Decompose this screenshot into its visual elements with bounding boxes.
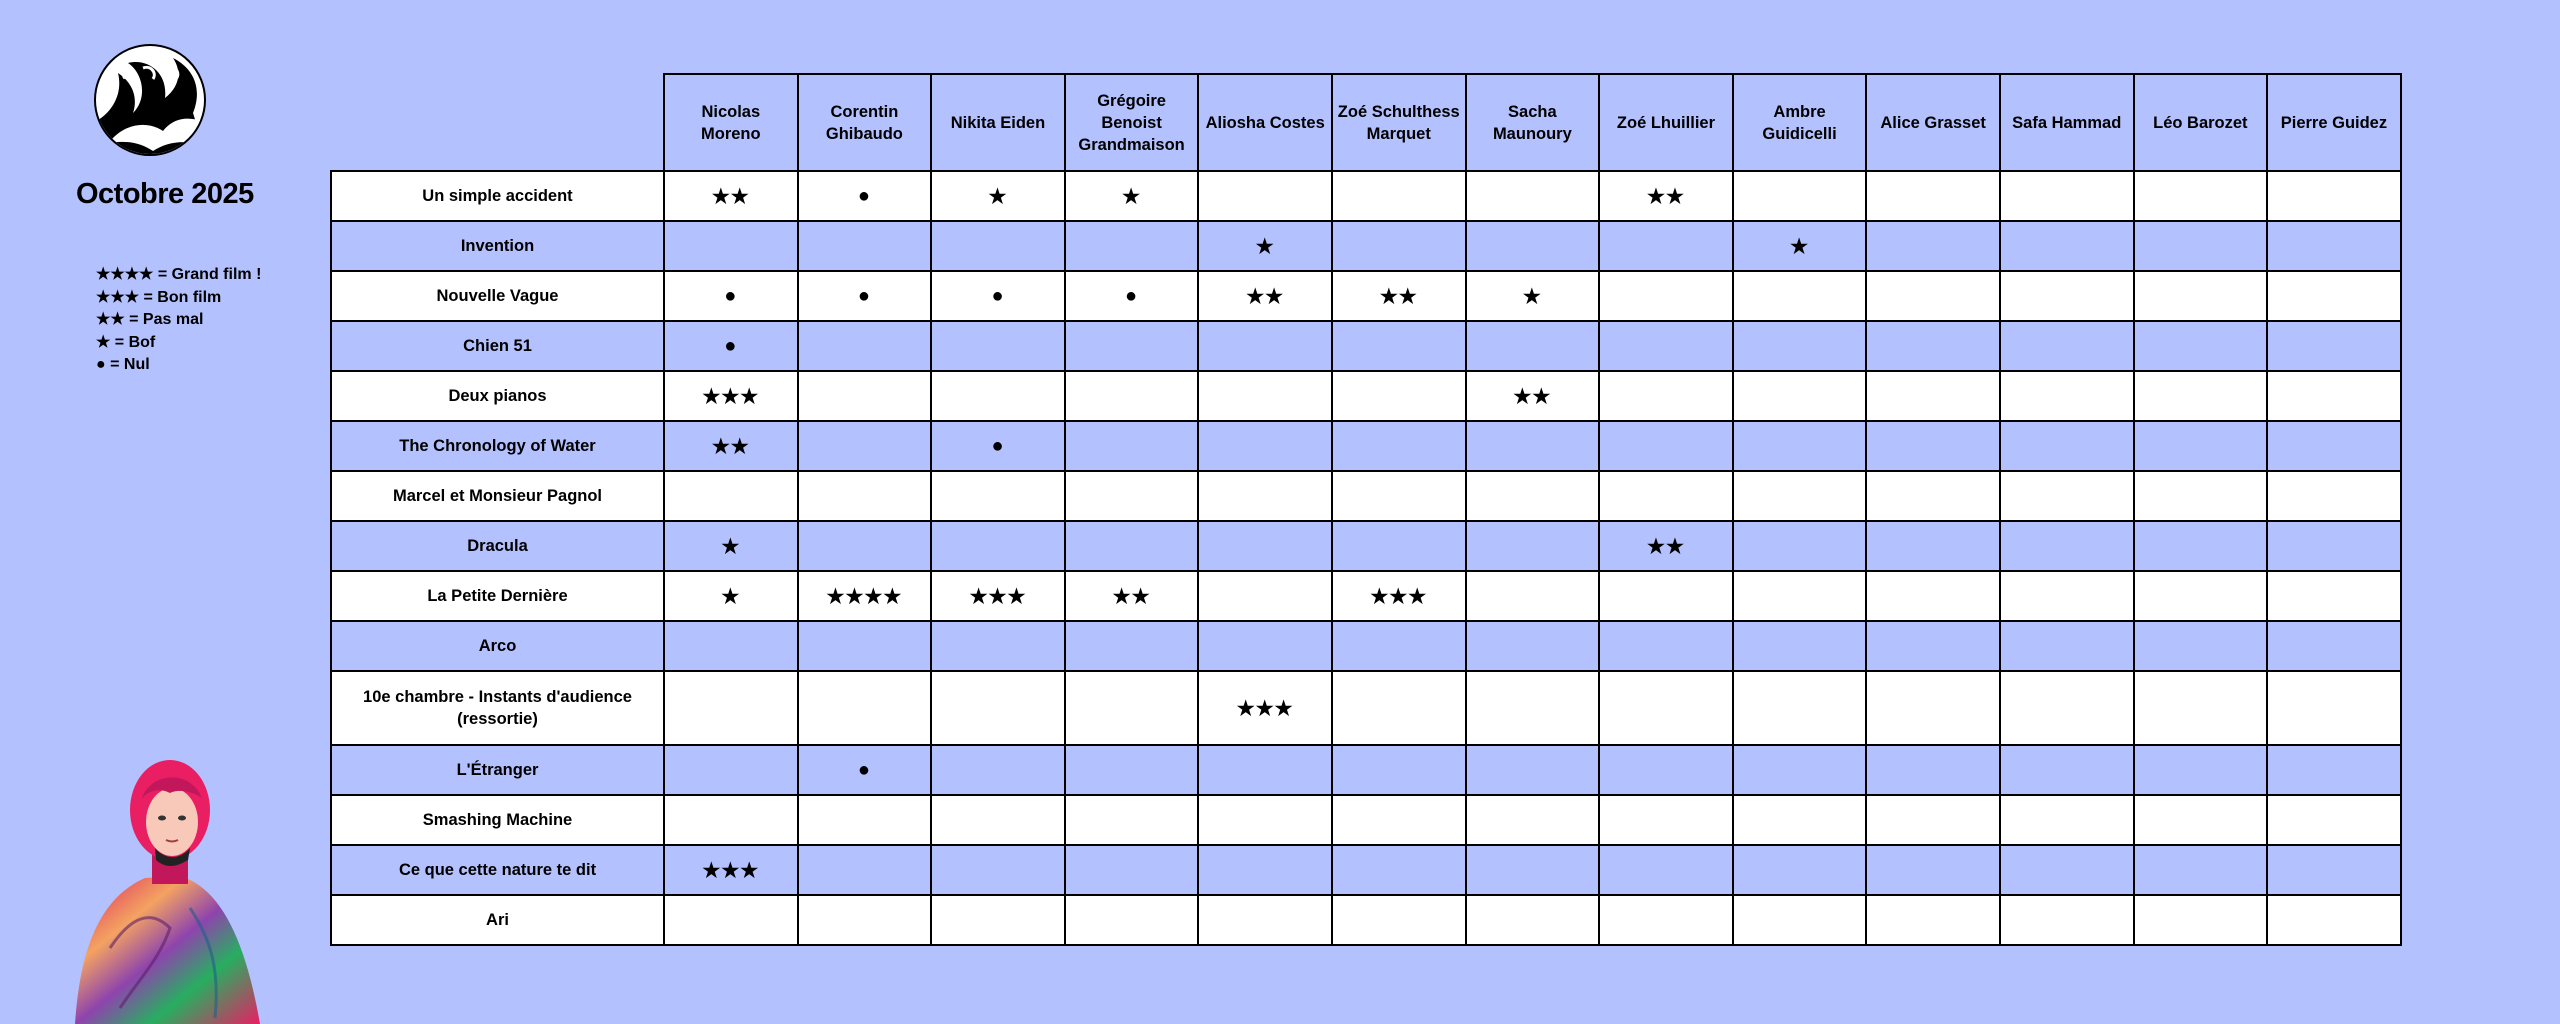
rating-cell <box>664 671 798 745</box>
legend-item <box>96 332 261 355</box>
rating-cell <box>1733 621 1867 671</box>
film-title: Marcel et Monsieur Pagnol <box>331 471 664 521</box>
rating-cell <box>1733 795 1867 845</box>
table-row <box>331 671 2401 745</box>
rating-cell <box>1332 371 1466 421</box>
film-title: Nouvelle Vague <box>331 271 664 321</box>
ratings-table <box>330 73 2402 946</box>
rating-cell <box>2267 621 2401 671</box>
rating-cell <box>2000 745 2134 795</box>
rating-cell <box>664 895 798 945</box>
rating-cell <box>798 895 932 945</box>
rating-cell <box>664 471 798 521</box>
rating-cell <box>2267 795 2401 845</box>
rating-cell <box>664 795 798 845</box>
rating-cell <box>1866 321 2000 371</box>
rating-cell <box>1198 471 1332 521</box>
rating-cell <box>2267 321 2401 371</box>
rating-cell <box>1866 621 2000 671</box>
rating-cell <box>931 321 1065 371</box>
rating-cell <box>1599 271 1733 321</box>
rating-cell <box>1733 671 1867 745</box>
rating-cell <box>1466 171 1600 221</box>
critic-header: Corentin Ghibaudo <box>798 74 932 171</box>
rating-cell <box>1466 221 1600 271</box>
legend-item <box>96 287 261 310</box>
rating-cell <box>1065 421 1199 471</box>
critic-header: Ambre Guidicelli <box>1733 74 1867 171</box>
rating-cell <box>2000 671 2134 745</box>
rating-cell <box>1332 795 1466 845</box>
pink-haired-character-illustration <box>70 748 270 1024</box>
rating-cell <box>1866 371 2000 421</box>
table-row <box>331 271 2401 321</box>
rating-cell <box>1733 845 1867 895</box>
rating-cell <box>2000 845 2134 895</box>
rating-cell <box>2000 471 2134 521</box>
rating-cell: ● <box>664 271 798 321</box>
rating-cell <box>2267 521 2401 571</box>
rating-cell: ★★ <box>664 421 798 471</box>
rating-cell <box>2267 895 2401 945</box>
rating-cell <box>2000 621 2134 671</box>
rating-cell <box>1198 421 1332 471</box>
rating-cell <box>664 621 798 671</box>
rating-cell <box>1866 221 2000 271</box>
rating-cell <box>1866 471 2000 521</box>
rating-cell <box>1198 745 1332 795</box>
rating-cell <box>1466 421 1600 471</box>
rating-cell <box>1332 895 1466 945</box>
rating-cell <box>1733 421 1867 471</box>
rating-cell <box>2134 845 2268 895</box>
critic-header: Safa Hammad <box>2000 74 2134 171</box>
table-row <box>331 521 2401 571</box>
rating-cell <box>2134 471 2268 521</box>
rating-cell <box>2134 795 2268 845</box>
film-title: Dracula <box>331 521 664 571</box>
legend-item <box>96 354 261 377</box>
rating-cell <box>1733 171 1867 221</box>
rating-cell <box>1198 321 1332 371</box>
rating-cell <box>1866 271 2000 321</box>
rating-cell <box>2267 671 2401 745</box>
rating-cell <box>2267 571 2401 621</box>
rating-cell: ★★★ <box>664 371 798 421</box>
rating-cell <box>664 221 798 271</box>
rating-cell <box>798 621 932 671</box>
table-row <box>331 371 2401 421</box>
critics-header-row <box>331 74 2401 171</box>
rating-cell <box>1466 895 1600 945</box>
rating-cell <box>1599 371 1733 421</box>
table-row <box>331 621 2401 671</box>
critic-header: Zoé Lhuillier <box>1599 74 1733 171</box>
rating-cell: ★ <box>664 571 798 621</box>
rating-cell <box>1466 745 1600 795</box>
legend-symbol: ★★★★ <box>96 266 154 283</box>
rating-cell <box>2134 745 2268 795</box>
rating-cell <box>1065 471 1199 521</box>
rating-cell <box>2267 421 2401 471</box>
rating-cell <box>1332 221 1466 271</box>
rating-cell <box>798 521 932 571</box>
rating-cell <box>1198 895 1332 945</box>
rating-cell: ★ <box>664 521 798 571</box>
rating-cell <box>1599 671 1733 745</box>
page-title: Octobre 2025 <box>76 178 254 210</box>
rating-cell: ★★★ <box>1332 571 1466 621</box>
rating-cell <box>1599 221 1733 271</box>
film-title: The Chronology of Water <box>331 421 664 471</box>
rating-cell <box>1866 571 2000 621</box>
table-row <box>331 221 2401 271</box>
table-row <box>331 745 2401 795</box>
film-title: L'Étranger <box>331 745 664 795</box>
rating-cell <box>1466 845 1600 895</box>
rating-cell <box>1866 795 2000 845</box>
rating-cell <box>2134 671 2268 745</box>
rating-cell <box>1599 621 1733 671</box>
rating-cell: ★★★ <box>931 571 1065 621</box>
legend-label: = Bof <box>110 333 156 351</box>
rating-cell <box>2000 171 2134 221</box>
rating-cell <box>1065 745 1199 795</box>
rating-cell <box>1866 745 2000 795</box>
rating-cell <box>1065 221 1199 271</box>
rating-cell <box>2134 221 2268 271</box>
rating-cell: ● <box>798 271 932 321</box>
rating-cell <box>2267 471 2401 521</box>
legend-item <box>96 309 261 332</box>
rating-cell <box>2000 321 2134 371</box>
critic-header: Grégoire Benoist Grandmaison <box>1065 74 1199 171</box>
rating-cell <box>1733 571 1867 621</box>
film-title: Chien 51 <box>331 321 664 371</box>
rating-cell <box>2134 321 2268 371</box>
rating-cell: ★★ <box>1198 271 1332 321</box>
rating-cell <box>2267 271 2401 321</box>
critic-header: Nicolas Moreno <box>664 74 798 171</box>
rating-cell <box>1198 571 1332 621</box>
rating-cell: ★ <box>1466 271 1600 321</box>
rating-cell <box>1599 895 1733 945</box>
film-title: 10e chambre - Instants d'audience (ressortie) <box>331 671 664 745</box>
critic-header: Sacha Maunoury <box>1466 74 1600 171</box>
rating-cell <box>798 795 932 845</box>
film-title: Un simple accident <box>331 171 664 221</box>
rating-cell <box>1733 471 1867 521</box>
critic-header: Léo Barozet <box>2134 74 2268 171</box>
rating-cell <box>2134 171 2268 221</box>
rating-cell <box>2267 845 2401 895</box>
rating-cell <box>2134 571 2268 621</box>
legend-label: = Pas mal <box>124 311 204 328</box>
rating-cell <box>798 321 932 371</box>
rating-cell <box>1332 671 1466 745</box>
rating-cell <box>2000 371 2134 421</box>
rating-cell <box>2000 521 2134 571</box>
rating-cell <box>1599 745 1733 795</box>
rating-cell <box>2134 371 2268 421</box>
rating-cell: ★ <box>1733 221 1867 271</box>
rating-cell <box>798 371 932 421</box>
table-row <box>331 895 2401 945</box>
rating-cell <box>931 371 1065 421</box>
film-title: La Petite Dernière <box>331 571 664 621</box>
rating-cell <box>1866 671 2000 745</box>
rating-cell: ★★ <box>1466 371 1600 421</box>
table-row <box>331 845 2401 895</box>
rating-cell: ● <box>931 271 1065 321</box>
rating-cell <box>1332 421 1466 471</box>
film-title: Ce que cette nature te dit <box>331 845 664 895</box>
rating-cell <box>798 221 932 271</box>
legend-item <box>96 264 261 287</box>
rating-cell <box>1866 845 2000 895</box>
rating-cell: ★ <box>1065 171 1199 221</box>
legend-symbol: ★★ <box>96 311 125 328</box>
rating-cell <box>1065 621 1199 671</box>
table-row <box>331 795 2401 845</box>
rating-cell <box>1733 521 1867 571</box>
rating-cell <box>1198 521 1332 571</box>
rating-cell <box>1332 621 1466 671</box>
rating-cell <box>2000 421 2134 471</box>
rating-cell <box>2000 895 2134 945</box>
rating-cell <box>931 895 1065 945</box>
rating-cell: ★★ <box>664 171 798 221</box>
legend-symbol: ★★★ <box>96 288 140 306</box>
rating-cell <box>1198 171 1332 221</box>
rating-cell <box>931 621 1065 671</box>
rating-cell <box>1733 745 1867 795</box>
rating-cell <box>2000 271 2134 321</box>
rating-cell <box>1332 321 1466 371</box>
rating-cell <box>2267 371 2401 421</box>
rating-cell <box>2267 221 2401 271</box>
rating-cell <box>1599 421 1733 471</box>
rating-cell: ★★ <box>1599 171 1733 221</box>
rating-cell <box>2000 795 2134 845</box>
rating-cell <box>1065 371 1199 421</box>
rating-cell <box>2134 271 2268 321</box>
rating-cell <box>2000 571 2134 621</box>
rating-cell <box>2000 221 2134 271</box>
rating-cell: ● <box>798 745 932 795</box>
rating-cell <box>1599 571 1733 621</box>
critic-header: Zoé Schulthess Marquet <box>1332 74 1466 171</box>
rating-cell: ● <box>798 171 932 221</box>
table-row <box>331 321 2401 371</box>
critic-header: Alice Grasset <box>1866 74 2000 171</box>
rating-cell <box>1599 795 1733 845</box>
rating-cell <box>1065 521 1199 571</box>
rating-cell <box>1466 671 1600 745</box>
rating-cell <box>931 521 1065 571</box>
rating-cell <box>798 471 932 521</box>
rating-cell <box>2267 745 2401 795</box>
rating-cell <box>2134 421 2268 471</box>
table-row <box>331 421 2401 471</box>
rating-cell: ★★ <box>1332 271 1466 321</box>
rating-cell <box>1198 621 1332 671</box>
rating-cell <box>1733 895 1867 945</box>
rating-cell <box>1198 795 1332 845</box>
rating-cell <box>1466 571 1600 621</box>
rating-cell: ★ <box>931 171 1065 221</box>
table-row <box>331 571 2401 621</box>
rating-cell <box>1466 621 1600 671</box>
rating-cell <box>798 421 932 471</box>
rating-cell <box>931 795 1065 845</box>
critic-header: Pierre Guidez <box>2267 74 2401 171</box>
rating-cell <box>1065 795 1199 845</box>
rating-cell <box>1198 371 1332 421</box>
rating-cell <box>1733 271 1867 321</box>
legend-label: = Grand film ! <box>153 266 262 283</box>
rating-cell <box>1466 521 1600 571</box>
rating-cell: ★★ <box>1065 571 1199 621</box>
rating-cell <box>798 671 932 745</box>
rating-cell: ★★★★ <box>798 571 932 621</box>
header-corner <box>331 74 664 171</box>
table-row <box>331 171 2401 221</box>
rating-cell <box>931 471 1065 521</box>
rating-cell <box>1733 371 1867 421</box>
critic-header: Nikita Eiden <box>931 74 1065 171</box>
rating-legend <box>96 264 261 377</box>
film-title: Smashing Machine <box>331 795 664 845</box>
rating-cell: ● <box>1065 271 1199 321</box>
rating-cell: ★★★ <box>664 845 798 895</box>
rating-cell <box>1466 795 1600 845</box>
rating-cell <box>1332 845 1466 895</box>
rating-cell <box>1466 471 1600 521</box>
rating-cell <box>1866 171 2000 221</box>
rating-cell <box>798 845 932 895</box>
rating-cell <box>2134 895 2268 945</box>
legend-label: = Bon film <box>139 288 222 306</box>
rating-cell <box>1466 321 1600 371</box>
rating-cell <box>1599 471 1733 521</box>
film-title: Ari <box>331 895 664 945</box>
film-title: Arco <box>331 621 664 671</box>
rating-cell <box>1733 321 1867 371</box>
critic-header: Aliosha Costes <box>1198 74 1332 171</box>
rating-cell <box>1866 895 2000 945</box>
rating-cell <box>1599 845 1733 895</box>
film-title: Deux pianos <box>331 371 664 421</box>
rating-cell <box>931 221 1065 271</box>
rating-cell <box>2134 621 2268 671</box>
wave-logo-icon <box>93 43 207 157</box>
rating-cell <box>1198 845 1332 895</box>
legend-symbol: ● <box>96 356 106 373</box>
rating-cell <box>931 745 1065 795</box>
table-row <box>331 471 2401 521</box>
rating-cell <box>931 671 1065 745</box>
rating-cell <box>1332 471 1466 521</box>
rating-cell <box>931 845 1065 895</box>
rating-cell: ● <box>664 321 798 371</box>
rating-cell <box>1332 745 1466 795</box>
rating-cell <box>1065 895 1199 945</box>
rating-cell <box>1065 321 1199 371</box>
rating-cell <box>1866 421 2000 471</box>
rating-cell: ★★ <box>1599 521 1733 571</box>
rating-cell <box>1065 845 1199 895</box>
rating-cell <box>1332 521 1466 571</box>
rating-cell <box>664 745 798 795</box>
rating-cell <box>2267 171 2401 221</box>
film-title: Invention <box>331 221 664 271</box>
legend-label: = Nul <box>105 356 150 373</box>
rating-cell: ★★★ <box>1198 671 1332 745</box>
rating-cell <box>1065 671 1199 745</box>
legend-symbol: ★ <box>96 333 111 351</box>
rating-cell <box>2134 521 2268 571</box>
rating-cell <box>1332 171 1466 221</box>
rating-cell: ● <box>931 421 1065 471</box>
rating-cell <box>1599 321 1733 371</box>
rating-cell <box>1866 521 2000 571</box>
rating-cell: ★ <box>1198 221 1332 271</box>
